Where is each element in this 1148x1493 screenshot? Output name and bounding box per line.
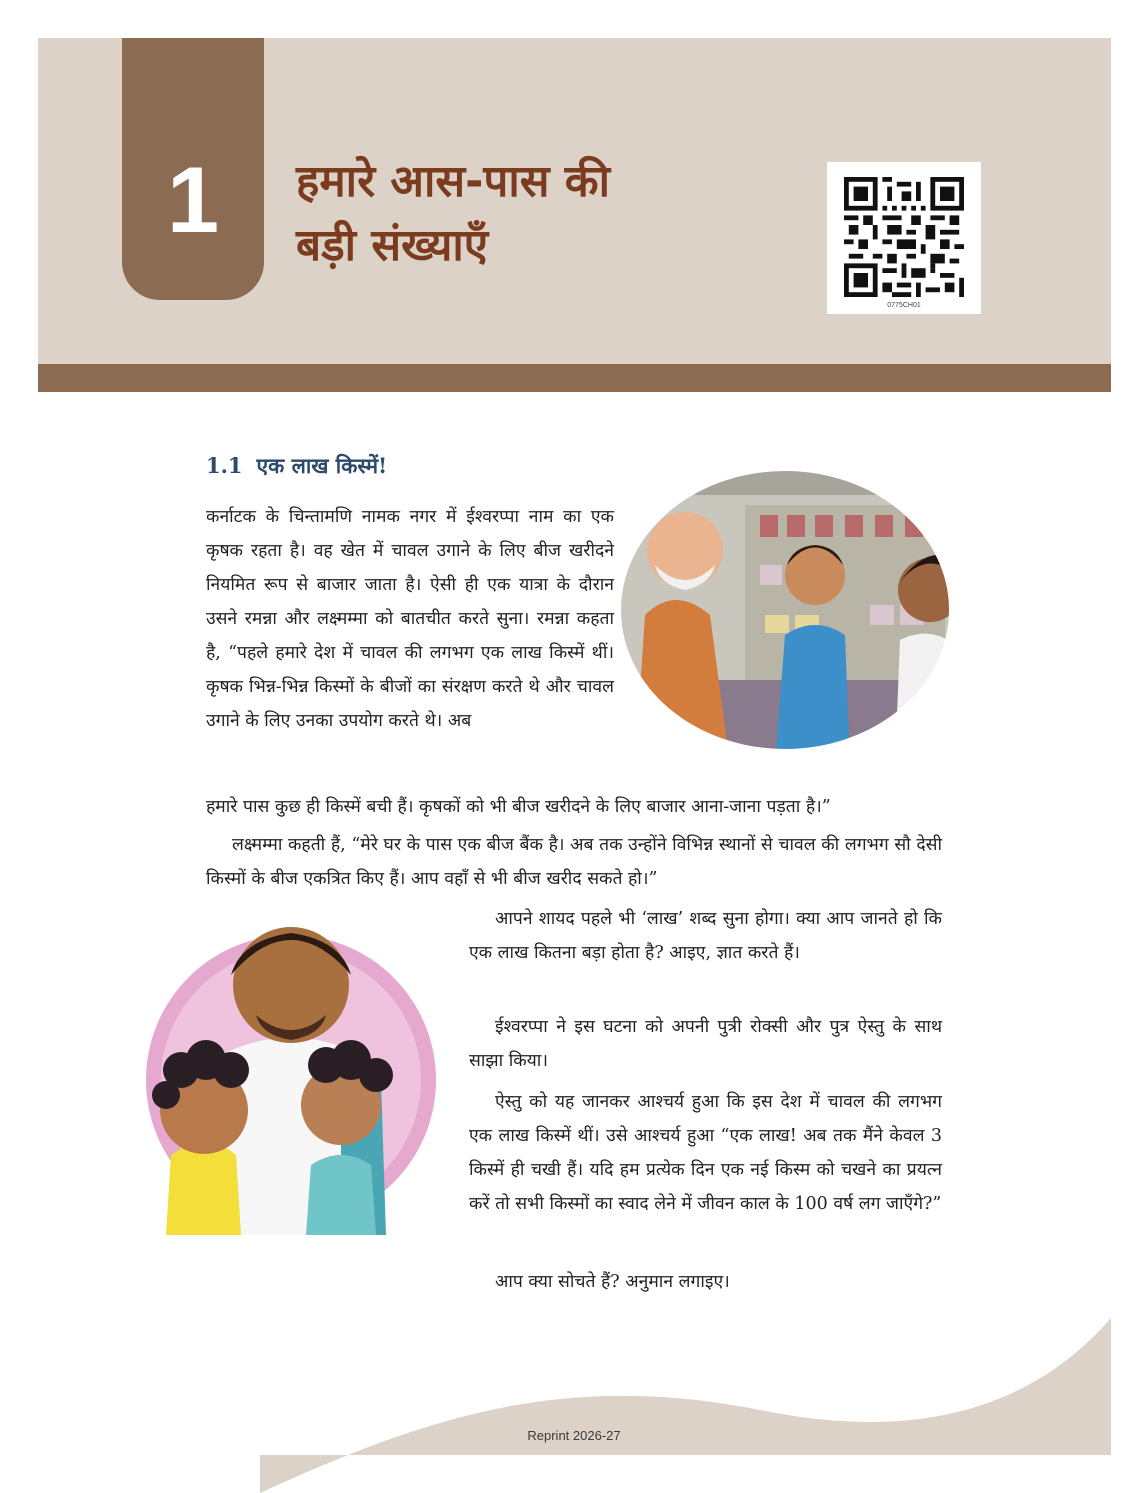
chapter-number: 1 (166, 147, 220, 252)
footer-wave-decoration (0, 1300, 1148, 1493)
family-illustration (126, 905, 456, 1235)
chapter-title-line-1: हमारे आस-पास की (296, 156, 610, 207)
qr-code-label: 0775CH01 (887, 302, 921, 309)
section-number: 1.1 (206, 453, 243, 478)
paragraph-5: ऐस्तु को यह जानकर आश्चर्य हुआ कि इस देश में चावल की लगभग एक लाख किस्में थीं। उसे आश्चर्य हुआ “एक लाख! अब तक मैंने केवल 3 किस्में ही चखी हैं। यदि हम प्रत्येक दिन एक नई किस्म को चखने का प्रयत्न करें तो सभी किस्मों का स्वाद लेने में जीवन काल के 100 वर्ष लग जाएँगे?” (469, 1092, 942, 1214)
section-heading (206, 452, 387, 480)
chapter-title-line-2: बड़ी संख्याएँ (296, 220, 489, 271)
market-shop-illustration (615, 465, 955, 755)
paragraph-1: कर्नाटक के चिन्तामणि नामक नगर में ईश्वरप्पा नाम का एक कृषक रहता है। वह खेत में चावल उगाने के लिए बीज खरीदने नियमित रूप से बाजार जाता है। ऐसी ही एक यात्रा के दौरान उसने रमन्ना और लक्ष्मम्मा को बातचीत करते सुना। रमन्ना कहता है, “पहले हमारे देश में चावल की लगभग एक लाख किस्में थीं। कृषक भिन्न-भिन्न किस्मों के बीजों का संरक्षण करते थे और चावल उगाने के लिए उनका उपयोग करते थे। अब (206, 507, 614, 731)
paragraph-4: ईश्वरप्पा ने इस घटना को अपनी पुत्री रोक्सी और पुत्र ऐस्तु के साथ साझा किया। (469, 1017, 942, 1071)
paragraph-1-continued: हमारे पास कुछ ही किस्में बची हैं। कृषकों को भी बीज खरीदने के लिए बाजार आना-जाना पड़ता है।” (206, 797, 831, 817)
reprint-footer: Reprint 2026-27 (527, 1428, 621, 1443)
paragraph-6: आप क्या सोचते हैं? अनुमान लगाइए। (495, 1272, 730, 1292)
section-title: एक लाख किस्में! (256, 453, 388, 478)
chapter-header-divider (38, 364, 1111, 392)
qr-code-icon (844, 177, 964, 297)
chapter-title (296, 150, 796, 278)
paragraph-3: आपने शायद पहले भी ‘लाख’ शब्द सुना होगा। क्या आप जानते हो कि एक लाख कितना बड़ा होता है? आइए, ज्ञात करते हैं। (469, 909, 942, 963)
qr-code[interactable] (827, 162, 981, 314)
paragraph-2: लक्ष्मम्मा कहती हैं, “मेरे घर के पास एक बीज बैंक है। अब तक उन्होंने विभिन्न स्थानों से चावल की लगभग सौ देसी किस्मों के बीज एकत्रित किए हैं। आप वहाँ से भी बीज खरीद सकते हो।” (206, 835, 942, 889)
